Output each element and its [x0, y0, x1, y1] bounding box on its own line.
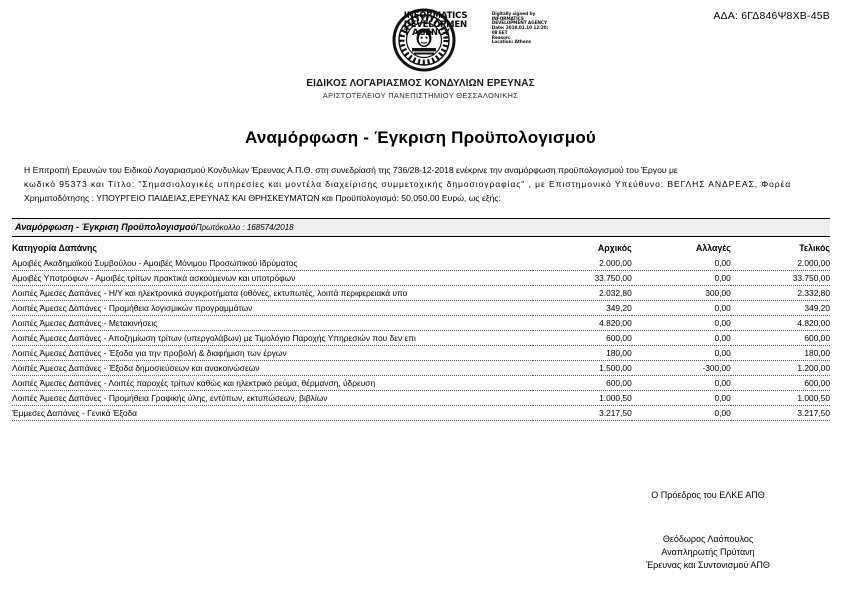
table-row — [12, 346, 830, 361]
table-row — [12, 271, 830, 286]
row-initial: 2.032,80 — [533, 286, 632, 301]
signature-detail-line-1: Digitally signed by — [491, 12, 536, 17]
table-head — [12, 241, 830, 256]
column-header-changes: Αλλαγές — [695, 243, 731, 253]
row-initial: 3.217,50 — [533, 406, 632, 421]
column-header-category: Κατηγορία Δαπάνης — [12, 243, 98, 253]
row-category: Λοιπές Άμεσες Δαπάνες - Έξοδα δημοσιεύσεων και ανακοινώσεων — [12, 361, 533, 376]
signer-role-line-1: Αναπληρωτής Πρύτανη — [661, 547, 755, 557]
row-changes: 0,00 — [632, 406, 731, 421]
row-initial: 2.000,00 — [533, 256, 632, 271]
row-changes: 0,00 — [632, 331, 731, 346]
table-header-row — [12, 241, 830, 256]
signature-detail-line-2: INFORMATICS — [491, 16, 524, 22]
row-changes: 0,00 — [632, 391, 731, 406]
signature-detail-line-6: Reason: — [491, 35, 511, 41]
seal-and-signature-row — [0, 8, 841, 76]
row-initial: 1.500,00 — [533, 361, 632, 376]
intro-paragraph — [24, 163, 818, 205]
table-row — [12, 331, 830, 346]
row-final: 3.217,50 — [731, 406, 830, 421]
row-final: 2.332,80 — [731, 286, 830, 301]
row-category: Αμοιβές Ακαδημαϊκού Συμβούλου - Αμοιβές Μόνιμου Προσωπικού Ιδρύματος — [12, 256, 533, 271]
table-row — [12, 391, 830, 406]
signer-heading: Ο Πρόεδρος του ΕΛΚΕ ΑΠΘ — [651, 490, 765, 500]
row-final: 600,00 — [731, 376, 830, 391]
intro-line-2: κωδικό 95373 και Τίτλο: "Σημασιολογικές υπηρεσίες και μοντέλα διαχείρισης συμμετοχικής δημοσιογραφίας" , με Επιστημονικό Υπεύθυνο: ΒΕΓΛΗΣ ΑΝΔΡΕΑΣ, Φορέα — [24, 179, 792, 189]
signature-detail-line-5: 08 EET — [491, 30, 508, 36]
row-final: 1.200,00 — [731, 361, 830, 376]
signature-title-line-3: T AGENCY — [403, 28, 450, 38]
intro-line-1: Η Επιτροπή Ερευνών του Ειδικού Λογαριασμού Κονδυλίων Έρευνας Α.Π.Θ. στη συνεδρίασή της 736/28-12-2018 ενέκρινε την αναμόρφωση προϋπολογισμού του Έργου με — [24, 165, 678, 175]
row-category: Λοιπές Άμεσες Δαπάνες - Προμήθεια λογισμικών προγραμμάτων — [12, 301, 533, 316]
row-initial: 600,00 — [533, 331, 632, 346]
row-initial: 180,00 — [533, 346, 632, 361]
row-final: 180,00 — [731, 346, 830, 361]
row-changes: 0,00 — [632, 376, 731, 391]
row-changes: 0,00 — [632, 301, 731, 316]
signature-detail-block — [492, 13, 548, 46]
row-final: 33.750,00 — [731, 271, 830, 286]
row-category: Λοιπές Άμεσες Δαπάνες - Αποζημίωση τρίτων (υπεργολάβων) με Τιμολόγιο Παροχής Υπηρεσιών που δεν επι — [12, 331, 533, 346]
table-row — [12, 316, 830, 331]
column-header-final: Τελικός — [799, 243, 830, 253]
page-title: Αναμόρφωση - Έγκριση Προϋπολογισμού — [244, 128, 597, 147]
row-initial: 600,00 — [533, 376, 632, 391]
signature-detail-line-3: DEVELOPMENT AGENCY — [491, 21, 547, 27]
row-initial: 33.750,00 — [533, 271, 632, 286]
row-initial: 1.000,50 — [533, 391, 632, 406]
row-changes: 0,00 — [632, 271, 731, 286]
row-category: Λοιπές Άμεσες Δαπάνες - Λοιπές παροχές τρίτων καθώς και ηλεκτρικό ρεύμα, θέρμανση, ύδρευση — [12, 376, 533, 391]
signature-title-line-2: DEVELOPMEN — [403, 19, 467, 30]
digital-signature-stamp — [403, 11, 549, 46]
row-final: 2.000,00 — [731, 256, 830, 271]
table-row — [12, 286, 830, 301]
organization-name: ΕΙΔΙΚΟΣ ΛΟΓΑΡΙΑΣΜΟΣ ΚΟΝΔΥΛΙΩΝ ΕΡΕΥΝΑΣ — [306, 78, 535, 89]
signer-role-line-2: Έρευνας και Συντονισμού ΑΠΘ — [646, 560, 770, 570]
table-row — [12, 256, 830, 271]
organization-header — [0, 8, 841, 100]
row-category: Αμοιβές Υποτρόφων - Αμοιβές τρίτων πρακτικά ασκούμενων και υποτρόφων — [12, 271, 533, 286]
table-band-header — [12, 218, 830, 237]
row-changes: -300,00 — [632, 361, 731, 376]
signature-detail-line-7: Location: Athens — [491, 40, 531, 46]
band-title: Αναμόρφωση - Έγκριση Προϋπολογισμού — [15, 222, 196, 232]
row-category: Λοιπές Άμεσες Δαπάνες - Προμήθεια Γραφικής ύλης, εντύπων, εκτυπώσεων, βιβλίων — [12, 391, 533, 406]
table-row — [12, 376, 830, 391]
intro-line-3: Χρηματοδότησης : ΥΠΟΥΡΓΕΙΟ ΠΑΙΔΕΙΑΣ,ΕΡΕΥΝΑΣ ΚΑΙ ΘΡΗΣΚΕΥΜΑΤΩΝ και Προϋπολογισμό: 50.050,00 Ευρώ, ως εξής: — [24, 193, 501, 203]
organization-subtitle: ΑΡΙΣΤΟΤΕΛΕΙΟΥ ΠΑΝΕΠΙΣΤΗΜΙΟΥ ΘΕΣΣΑΛΟΝΙΚΗΣ — [322, 91, 519, 100]
row-final: 4.820,00 — [731, 316, 830, 331]
signer-name: Θεόδωρος Λαόπουλος — [662, 534, 754, 544]
column-header-initial: Αρχικός — [597, 243, 632, 253]
table-row — [12, 361, 830, 376]
row-changes: 0,00 — [632, 316, 731, 331]
row-initial: 349,20 — [533, 301, 632, 316]
row-final: 1.000,50 — [731, 391, 830, 406]
row-final: 600,00 — [731, 331, 830, 346]
budget-table — [12, 241, 830, 421]
band-protocol: Πρωτόκολλο : 168574/2018 — [195, 223, 294, 232]
row-changes: 300,00 — [632, 286, 731, 301]
row-final: 349,20 — [731, 301, 830, 316]
row-category: Λοιπές Άμεσες Δαπάνες - Η/Υ και ηλεκτρονικά συγκροτήματα (οθόνες, εκτυπωτές, λοιπά περιφερειακά υπο — [12, 286, 533, 301]
row-changes: 0,00 — [632, 256, 731, 271]
row-category: Έμμεσες Δαπάνες - Γενικά Έξοδα — [12, 406, 533, 421]
signature-title-line-1: INFORMATICS — [403, 11, 468, 21]
table-row — [12, 301, 830, 316]
budget-table-section — [12, 218, 830, 421]
row-initial: 4.820,00 — [533, 316, 632, 331]
table-body — [12, 256, 830, 421]
signature-block — [575, 533, 841, 572]
row-category: Λοιπές Άμεσες Δαπάνες - Μετακινήσεις — [12, 316, 533, 331]
ada-code: ΑΔΑ: 6ΓΔ846Ψ8ΧΒ-45Β — [713, 10, 830, 22]
row-changes: 0,00 — [632, 346, 731, 361]
table-row — [12, 406, 830, 421]
signature-detail-line-4: Date: 2019.01.10 12:20: — [491, 26, 549, 32]
row-category: Λοιπές Άμεσες Δαπάνες - Έξοδα για την προβολή & διαφήμιση των έργων — [12, 346, 533, 361]
